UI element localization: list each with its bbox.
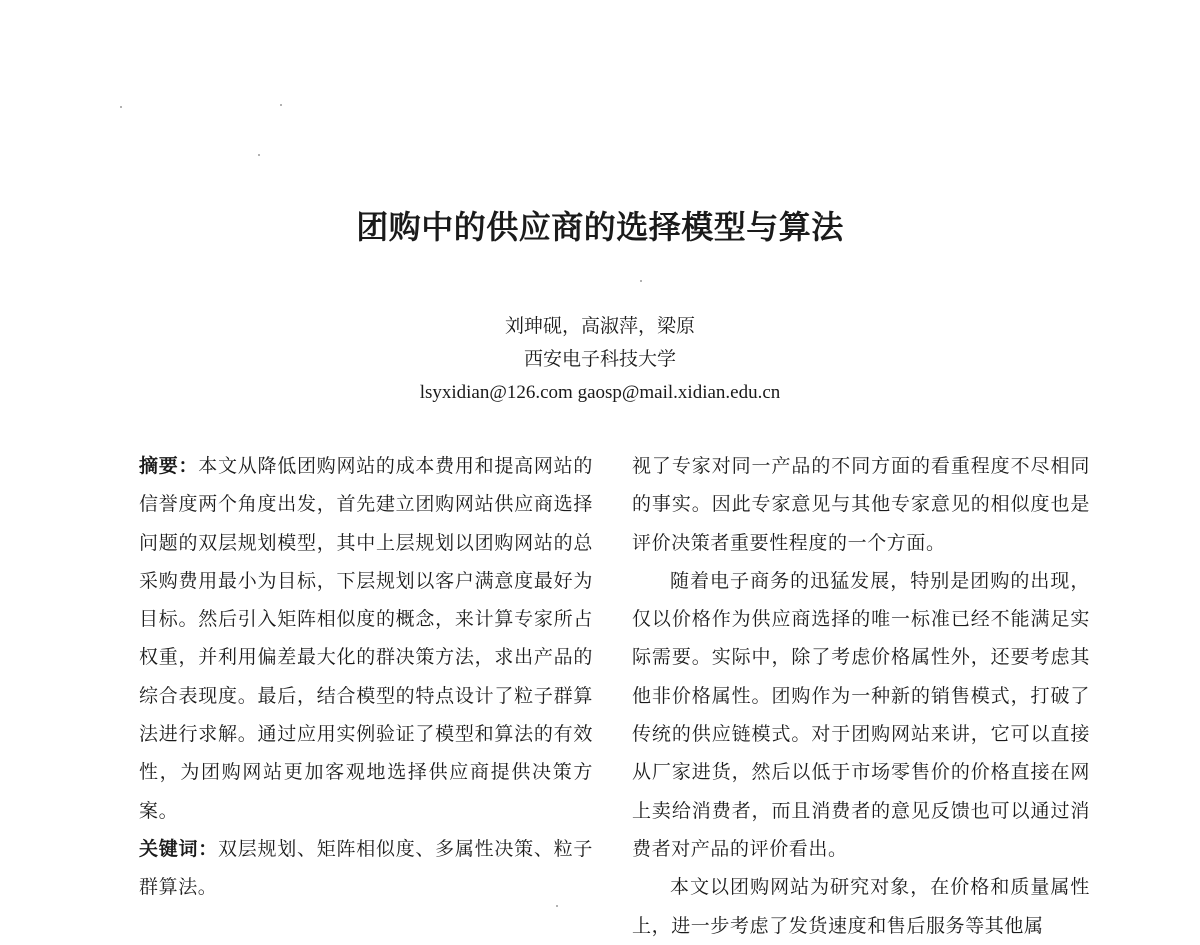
scan-speck <box>280 104 282 106</box>
body-paragraph-1: 视了专家对同一产品的不同方面的看重程度不尽相同的事实。因此专家意见与其他专家意见的相似度也是评价决策者重要性程度的一个方面。 <box>632 455 1090 554</box>
right-column <box>632 447 1090 945</box>
author-names: 刘珅砚，高淑萍，梁原 <box>504 315 695 337</box>
scan-speck <box>640 280 642 282</box>
abstract-paragraph <box>139 447 593 830</box>
abstract-label: 摘要： <box>139 455 199 477</box>
body-paragraph-3: 本文以团购网站为研究对象，在价格和质量属性上，进一步考虑了发货速度和售后服务等其他属 <box>632 876 1090 937</box>
keywords-paragraph <box>139 830 593 907</box>
left-column <box>139 447 593 907</box>
author-emails: lsyxidian@126.com gaosp@mail.xidian.edu.cn <box>419 382 781 403</box>
affiliation: 西安电子科技大学 <box>523 348 676 370</box>
author-block <box>0 310 1200 409</box>
keywords-label: 关键词： <box>139 837 218 860</box>
paper-title: 团购中的供应商的选择模型与算法 <box>356 208 844 246</box>
keywords-text: 双层规划、矩阵相似度、多属性决策、粒子群算法。 <box>139 837 593 899</box>
abstract-text: 本文从降低团购网站的成本费用和提高网站的信誉度两个角度出发，首先建立团购网站供应商选择问题的双层规划模型，其中上层规划以团购网站的总采购费用最小为目标，下层规划以客户满意度最好为目标。然后引入矩阵相似度的概念，来计算专家所占权重，并利用偏差最大化的群决策方法，求出产品的综合表现度。最后，结合模型的特点设计了粒子群算法进行求解。通过应用实例验证了模型和算法的有效性，为团购网站更加客观地选择供应商提供决策方案。 <box>139 455 593 822</box>
body-paragraph-2: 随着电子商务的迅猛发展，特别是团购的出现，仅以价格作为供应商选择的唯一标准已经不能满足实际需要。实际中，除了考虑价格属性外，还要考虑其他非价格属性。团购作为一种新的销售模式，打破了传统的供应链模式。对于团购网站来讲，它可以直接从厂家进货，然后以低于市场零售价的价格直接在网上卖给消费者，而且消费者的意见反馈也可以通过消费者对产品的评价看出。 <box>632 569 1090 860</box>
scan-speck <box>258 154 260 156</box>
scan-speck <box>120 106 122 108</box>
